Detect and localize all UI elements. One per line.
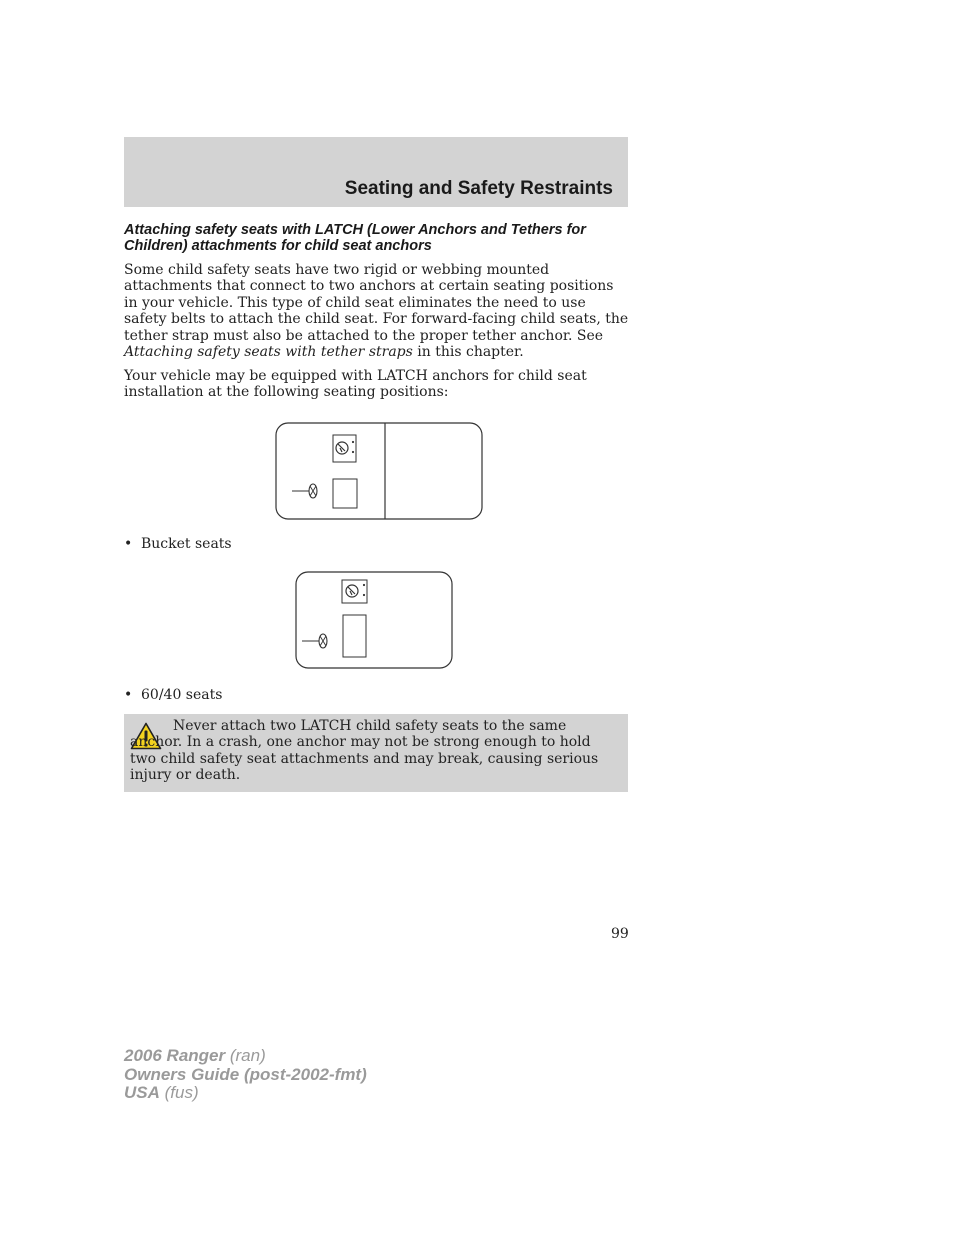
- tether-anchor-icon: [333, 435, 356, 462]
- bucket-seats-diagram: [275, 422, 484, 521]
- warning-text: Never attach two LATCH child safety seats to the same anchor. In a crash, one anchor may not be strong enough to hold two child safety seat attachments and may break, causing serious injury or death.: [130, 718, 599, 784]
- intro-text: Some child safety seats have two rigid or webbing mounted attachments that connect to two anchors at certain seating positions in your vehicle. This type of child seat eliminates the need to use safety belts to attach the child seat. For forward-facing child seats, the tether strap must also be attached to the proper tether anchor. See: [124, 262, 629, 344]
- intro-paragraph: [124, 262, 630, 360]
- market-name: USA: [124, 1083, 160, 1102]
- vehicle-outline: [296, 572, 452, 668]
- list-item: [124, 687, 222, 703]
- footer-line: [124, 1084, 367, 1103]
- bullet-marker: •: [124, 536, 133, 552]
- seat-position-box: [343, 615, 366, 657]
- page-number: 99: [611, 926, 629, 942]
- intro-text-end: in this chapter.: [412, 344, 524, 361]
- bullet-marker: •: [124, 687, 133, 703]
- guide-name: Owners Guide (post-2002-fmt): [124, 1064, 367, 1084]
- tether-anchor-icon: [342, 580, 367, 603]
- section-heading: Attaching safety seats with LATCH (Lower Anchors and Tethers for Children) attachments for child seat anchors: [124, 222, 586, 254]
- positions-paragraph: Your vehicle may be equipped with LATCH anchors for child seat installation at the following seating positions:: [124, 368, 587, 401]
- model-name: 2006 Ranger: [124, 1046, 226, 1065]
- list-item-text: Bucket seats: [141, 536, 232, 552]
- split-bench-diagram: [295, 571, 454, 670]
- market-code: (fus): [159, 1083, 199, 1102]
- seat-position-box: [333, 479, 357, 508]
- cross-reference: Attaching safety seats with tether straps: [124, 344, 413, 361]
- vehicle-outline: [276, 423, 482, 519]
- footer: [124, 1047, 367, 1103]
- model-code: (ran): [225, 1046, 266, 1065]
- header-band: [124, 137, 628, 207]
- footer-line: [124, 1047, 367, 1066]
- list-item-text: 60/40 seats: [141, 687, 223, 703]
- list-item: [124, 536, 232, 552]
- footer-line: [124, 1066, 367, 1085]
- page-title: Seating and Safety Restraints: [344, 178, 613, 199]
- warning-box: [124, 714, 628, 792]
